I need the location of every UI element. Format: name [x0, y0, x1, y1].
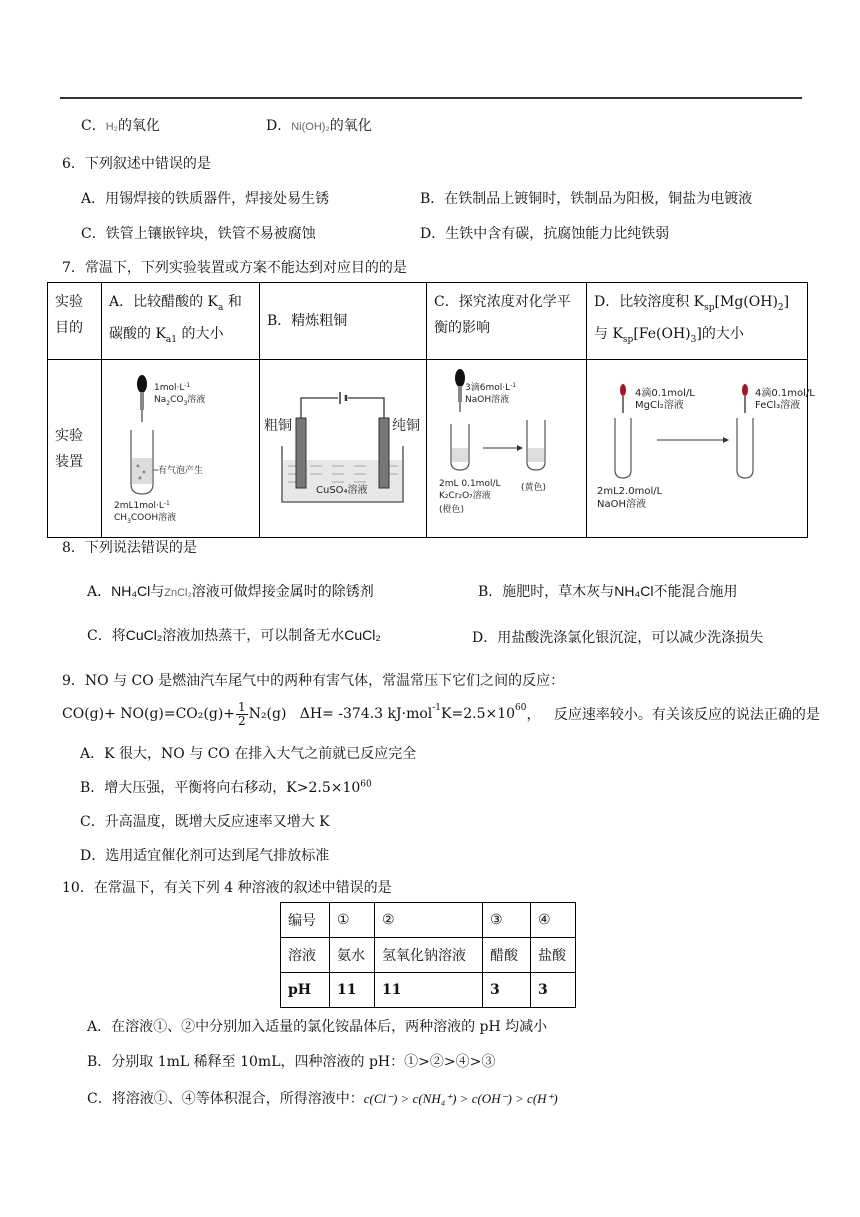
- q7-cell-a-purpose: [102, 283, 260, 360]
- q7-d-sub-3: 3: [690, 334, 697, 345]
- h2-formula-image: H₂: [105, 121, 118, 133]
- q7-table: [47, 282, 815, 538]
- q9-eq-4: ， 反应速率较小。有关该反应的说法正确的是: [526, 707, 820, 723]
- q7-d-sub-sp-2: sp: [622, 334, 634, 345]
- fig-c-result-label: (黄色): [521, 483, 547, 493]
- q9-option-b: [80, 777, 372, 797]
- fig-b-pure-copper-label: 纯铜: [392, 418, 420, 434]
- q9-equation: [62, 697, 820, 731]
- q7-d-text-2: [Mg(OH): [714, 294, 778, 310]
- fig-a-cooh: COOH溶液: [130, 513, 177, 523]
- q7-a-text-1: A．比较醋酸的 K: [109, 294, 219, 310]
- fig-b-solution-label: CuSO₄溶液: [316, 485, 368, 496]
- q7-figure-c: [427, 360, 587, 538]
- q8-c-text-2: 溶液加热蒸干，可以制备无水: [162, 628, 345, 644]
- q7-d-text-5: ]的大小: [696, 325, 744, 342]
- fig-a-bubble-label: 有气泡产生: [158, 466, 204, 476]
- fig-c-tube-label-2: K₂Cr₂O₇溶液: [439, 491, 491, 501]
- q10-c-text: C．将溶液①、④等体积混合，所得溶液中：: [87, 1091, 364, 1107]
- q8-b-text-2: 不能混合施用: [653, 584, 738, 600]
- q10-option-a: A．在溶液①、②中分别加入适量的氯化铵晶体后，两种溶液的 pH 均减小: [87, 1019, 548, 1035]
- fig-a-top-label-2: [154, 393, 205, 407]
- q9-option-a: A．K 很大，NO 与 CO 在排入大气之前就已反应完全: [80, 746, 417, 762]
- q8-stem: 8．下列说法错误的是: [62, 540, 197, 556]
- q10-cell: 盐酸: [531, 938, 576, 973]
- fig-c-tube-label-1: 2mL 0.1mol/L: [439, 479, 501, 489]
- header-rule: [60, 97, 802, 99]
- cucl2-formula: CuCl₂: [125, 627, 163, 643]
- q8-a-text: 溶液可做焊接金属时的除锈剂: [191, 584, 374, 600]
- q9-option-d: D．选用适宜催化剂可达到尾气排放标准: [80, 848, 330, 864]
- q7-row-head-purpose: 实验目的: [48, 283, 102, 360]
- fig-a-top-label: [154, 382, 191, 393]
- nh4cl-formula-b: NH₄Cl: [614, 583, 654, 599]
- q10-table: [280, 902, 576, 1008]
- fig-c-tube-label-3: (橙色): [439, 505, 465, 515]
- q10-cell: ③: [483, 903, 531, 938]
- q7-d-sub-sp: sp: [704, 302, 715, 313]
- fig-a-sub2: 2: [166, 400, 171, 407]
- q6-option-c: C．铁管上镶嵌锌块，铁管不易被腐蚀: [81, 226, 316, 242]
- q8-c-text-1: C．将: [87, 628, 126, 644]
- q9-frac-num: 1: [238, 699, 246, 714]
- fig-d-bottom-label-2: NaOH溶液: [597, 499, 646, 510]
- q10-option-b: B．分别取 1mL 稀释至 10mL，四种溶液的 pH：①>②>④>③: [87, 1054, 496, 1070]
- q7-d-sub-2: 2: [777, 302, 784, 313]
- fig-a-bottom-label-1: [114, 500, 170, 511]
- q7-d-text-4: [Fe(OH): [633, 325, 691, 342]
- q5-option-c-label: C．: [81, 118, 106, 134]
- fig-a-sub3: 3: [183, 400, 188, 407]
- q7-figure-b: [260, 360, 427, 538]
- q8-option-b: [478, 581, 737, 601]
- q9-eq-sup-1: -1: [432, 703, 442, 713]
- q10-cell: 醋酸: [483, 938, 531, 973]
- q5-option-c: [81, 115, 160, 135]
- q10-cell: ④: [531, 903, 576, 938]
- q9-eq-1: CO(g)+ NO(g)=CO₂(g)+: [62, 706, 236, 722]
- q7-a-text-3: 的大小: [177, 325, 224, 342]
- q8-a-label: A．: [87, 584, 112, 600]
- q10-cell: 3: [483, 973, 531, 1008]
- dropper-tubes-figure-c: [427, 360, 586, 528]
- fig-d-right-label-1: 4滴0.1mol/L: [755, 388, 815, 399]
- q7-stem: 7．常温下，下列实验装置或方案不能达到对应目的的是: [62, 260, 407, 276]
- fig-c-sup: -1: [510, 382, 517, 389]
- q10-stem: 10．在常温下，有关下列 4 种溶液的叙述中错误的是: [62, 880, 392, 896]
- q7-cell-d-purpose: [587, 283, 808, 360]
- q8-option-c: [87, 625, 381, 645]
- q7-row-head-apparatus: 实验装置: [48, 360, 102, 538]
- fig-d-right-label-2: FeCl₃溶液: [755, 400, 801, 411]
- q10-cell: 氢氧化钠溶液: [375, 938, 483, 973]
- q7-a-sub-a: a: [218, 302, 224, 313]
- q9-eq-sup-2: 60: [515, 703, 527, 713]
- fig-d-left-label-1: 4滴0.1mol/L: [635, 388, 695, 399]
- q8-option-a: [87, 581, 374, 601]
- q7-figure-d: [587, 360, 815, 538]
- fig-c-drop-label-1: [465, 381, 516, 393]
- q10-cell: 编号: [281, 903, 330, 938]
- q7-a-sub-a1: a1: [165, 334, 178, 345]
- q7-d-text-1: D．比较溶度积 K: [594, 294, 705, 310]
- fig-a-ch: CH: [114, 513, 128, 523]
- q7-d-text-3: ] 与 K: [594, 294, 790, 342]
- q7-cell-c-purpose: C．探究浓度对化学平衡的影响: [427, 283, 587, 360]
- q8-option-d: D．用盐酸洗涤氯化银沉淀，可以减少洗涤损失: [472, 630, 764, 646]
- q6-stem: 6．下列叙述中错误的是: [62, 156, 211, 172]
- q8-a-mid: 与: [150, 584, 165, 600]
- q9-fraction: [236, 701, 248, 728]
- fig-d-left-label-2: MgCl₂溶液: [635, 400, 684, 411]
- q6-option-d: D．生铁中含有碳，抗腐蚀能力比纯铁弱: [420, 226, 670, 242]
- q10-cell: 11: [330, 973, 375, 1008]
- fig-c-drop-1: 3滴6mol·L: [465, 383, 511, 393]
- q10-cell: ②: [375, 903, 483, 938]
- nh4cl-formula: NH₄Cl: [111, 583, 151, 599]
- fig-a-top-sup: -1: [184, 382, 191, 389]
- q5-option-c-text: 的氧化: [117, 118, 160, 134]
- fig-a-top-1: 1mol·L: [154, 383, 185, 393]
- fig-d-bottom-label-1: 2mL2.0mol/L: [597, 486, 663, 497]
- q9-frac-den: 2: [238, 713, 246, 728]
- q6-option-b: B．在铁制品上镀铜时，铁制品为阳极，铜盐为电镀液: [420, 191, 753, 207]
- dropper-tube-figure-a: [102, 360, 259, 528]
- q9-b-sup: 60: [360, 779, 372, 790]
- q10-c-formula: c(Cl⁻) > c(NH₄⁺) > c(OH⁻) > c(H⁺): [363, 1091, 558, 1106]
- q5-option-d: [266, 115, 372, 135]
- q5-option-d-label: D．: [266, 118, 292, 134]
- fig-a-co: CO: [170, 395, 184, 405]
- q5-option-d-text: 的氧化: [329, 118, 372, 134]
- q9-option-c: C．升高温度，既增大反应速率又增大 K: [80, 814, 330, 830]
- q10-cell: pH: [281, 973, 330, 1008]
- q6-option-a: A．用锡焊接的铁质器件，焊接处易生锈: [81, 191, 330, 207]
- q10-cell: 溶液: [281, 938, 330, 973]
- fig-a-na: Na: [154, 395, 167, 405]
- q9-b-text: B．增大压强，平衡将向右移动，K>2.5×10: [80, 780, 361, 796]
- q10-cell: 氨水: [330, 938, 375, 973]
- fig-b-crude-copper-label: 粗铜: [264, 418, 292, 434]
- q10-cell: ①: [330, 903, 375, 938]
- fig-a-sub3b: 3: [127, 518, 131, 525]
- q7-cell-b-purpose: B．精炼粗铜: [260, 283, 427, 360]
- dropper-tubes-figure-d: [587, 360, 815, 528]
- fig-a-bottom-label-2: [114, 511, 176, 525]
- cucl2-formula-2: CuCl₂: [344, 627, 381, 643]
- q10-option-c: [87, 1088, 558, 1108]
- q10-cell: 3: [531, 973, 576, 1008]
- electrolysis-cell-figure-b: [260, 360, 426, 528]
- q9-eq-3: K=2.5×10: [441, 706, 516, 722]
- nioh2-formula-image: Ni(OH)₂: [291, 121, 330, 133]
- q8-b-text-1: B．施肥时，草木灰与: [478, 584, 615, 600]
- q10-cell: 11: [375, 973, 483, 1008]
- q7-figure-a: [102, 360, 260, 538]
- fig-a-bottom-sup: -1: [163, 500, 170, 507]
- fig-a-solution: 溶液: [187, 395, 206, 405]
- q9-eq-2: N₂(g) ΔH= -374.3 kJ·mol: [248, 706, 433, 722]
- q7-a-text-2: 和碳酸的 K: [109, 294, 242, 342]
- fig-c-drop-label-2: NaOH溶液: [465, 395, 510, 405]
- fig-a-bottom-1: 2mL1mol·L: [114, 501, 164, 511]
- zncl2-formula: ZnCl₂: [164, 587, 192, 599]
- q9-stem: 9．NO 与 CO 是燃油汽车尾气中的两种有害气体，常温常压下它们之间的反应：: [62, 673, 565, 689]
